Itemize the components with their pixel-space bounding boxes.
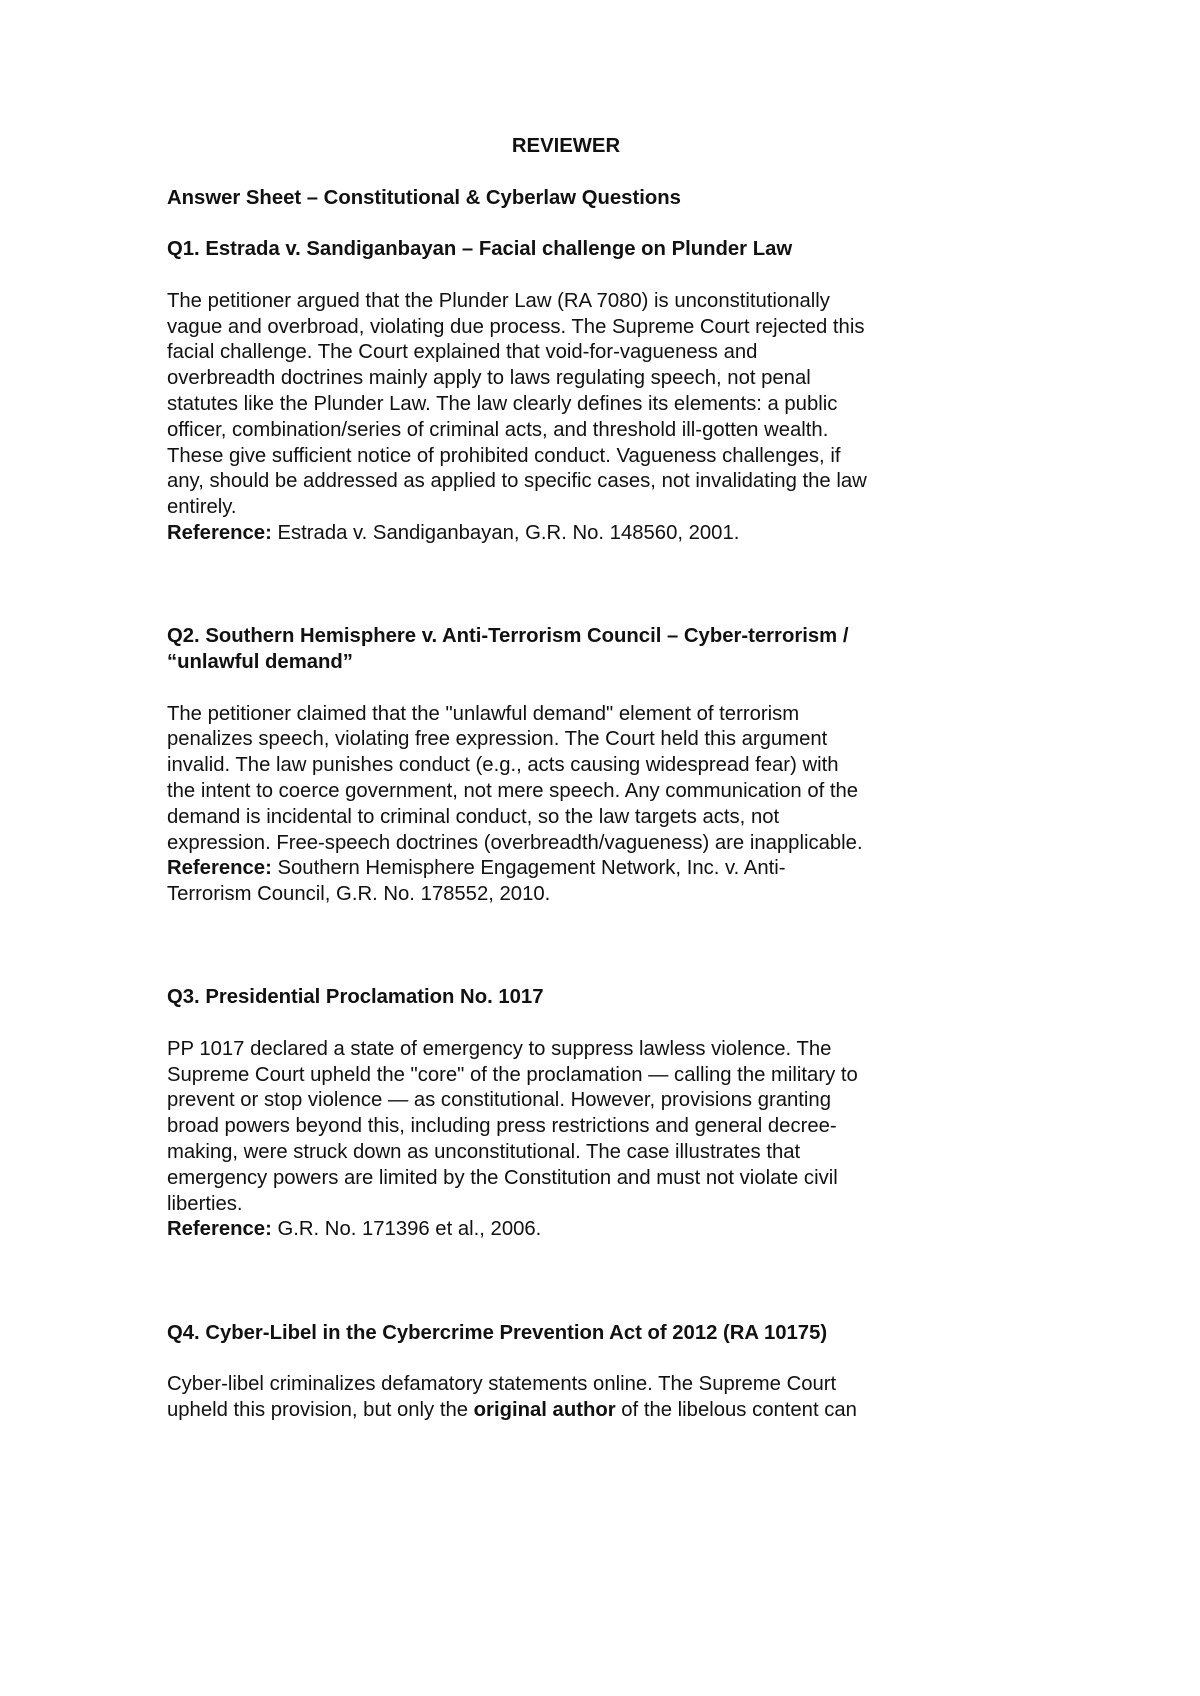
answer-line: The petitioner argued that the Plunder Law (RA 7080) is unconstitutionally xyxy=(167,289,830,312)
reference-text: G.R. No. 171396 et al., 2006. xyxy=(271,1218,542,1241)
answer-body xyxy=(167,289,1047,547)
question-heading: Q1. Estrada v. Sandiganbayan – Facial challenge on Plunder Law xyxy=(167,238,793,261)
answer-body xyxy=(167,1372,1047,1424)
reference-label: Reference: xyxy=(167,1218,272,1241)
answer-line: entirely. xyxy=(167,496,237,519)
answer-text: of the libelous content can xyxy=(615,1399,857,1422)
reference-label: Reference: xyxy=(167,857,272,880)
answer-line: PP 1017 declared a state of emergency to suppress lawless violence. The xyxy=(167,1037,832,1060)
answer-line: These give sufficient notice of prohibited conduct. Vagueness challenges, if xyxy=(167,444,841,467)
reference-line xyxy=(167,1217,1047,1243)
answer-line: expression. Free-speech doctrines (overbreadth/vagueness) are inapplicable. xyxy=(167,831,863,854)
answer-line: prevent or stop violence — as constitutional. However, provisions granting xyxy=(167,1089,831,1112)
question-4-section xyxy=(167,1321,1047,1424)
answer-line: Supreme Court upheld the "core" of the proclamation — calling the military to xyxy=(167,1063,858,1086)
question-heading: Q2. Southern Hemisphere v. Anti-Terrorism Council – Cyber-terrorism / xyxy=(167,625,849,648)
question-1-section xyxy=(167,237,1047,547)
answer-line: any, should be addressed as applied to specific cases, not invalidating the law xyxy=(167,470,867,493)
reference-line: Terrorism Council, G.R. No. 178552, 2010. xyxy=(167,883,551,906)
answer-line: vague and overbroad, violating due process. The Supreme Court rejected this xyxy=(167,315,865,338)
answer-line: facial challenge. The Court explained that void-for-vagueness and xyxy=(167,341,758,364)
reference-text: Estrada v. Sandiganbayan, G.R. No. 148560, 2001. xyxy=(271,521,740,544)
answer-line: broad powers beyond this, including press restrictions and general decree- xyxy=(167,1115,837,1138)
answer-text: upheld this provision, but only the xyxy=(167,1399,474,1422)
answer-line: Cyber-libel criminalizes defamatory statements online. The Supreme Court xyxy=(167,1373,837,1396)
document-subtitle: Answer Sheet – Constitutional & Cyberlaw Questions xyxy=(167,186,681,209)
answer-line: invalid. The law punishes conduct (e.g., acts causing widespread fear) with xyxy=(167,754,839,777)
question-3-section xyxy=(167,985,1047,1243)
question-2-section xyxy=(167,624,1047,908)
question-heading: “unlawful demand” xyxy=(167,650,353,673)
reference-line xyxy=(167,521,1047,547)
emphasis-text: original author xyxy=(473,1399,616,1422)
answer-line: the intent to coerce government, not mere speech. Any communication of the xyxy=(167,779,859,802)
question-heading: Q4. Cyber-Libel in the Cybercrime Prevention Act of 2012 (RA 10175) xyxy=(167,1321,828,1344)
answer-body xyxy=(167,1037,1047,1243)
answer-line: emergency powers are limited by the Constitution and must not violate civil xyxy=(167,1166,838,1189)
reference-text: Southern Hemisphere Engagement Network, Inc. v. Anti- xyxy=(271,857,786,880)
document-title: REVIEWER xyxy=(511,135,621,157)
answer-line: demand is incidental to criminal conduct, so the law targets acts, not xyxy=(167,805,780,828)
answer-line: statutes like the Plunder Law. The law clearly defines its elements: a public xyxy=(167,392,838,415)
answer-line: making, were struck down as unconstitutional. The case illustrates that xyxy=(167,1141,801,1164)
reference-label: Reference: xyxy=(167,521,272,544)
question-heading: Q3. Presidential Proclamation No. 1017 xyxy=(167,986,544,1009)
document-page xyxy=(167,134,1047,1424)
answer-line: liberties. xyxy=(167,1192,243,1215)
answer-line xyxy=(167,1398,1047,1424)
reference-line xyxy=(167,856,1047,882)
answer-line: overbreadth doctrines mainly apply to laws regulating speech, not penal xyxy=(167,367,811,390)
answer-body xyxy=(167,702,1047,908)
answer-line: The petitioner claimed that the "unlawful demand" element of terrorism xyxy=(167,702,800,725)
answer-line: penalizes speech, violating free expression. The Court held this argument xyxy=(167,728,828,751)
answer-line: officer, combination/series of criminal acts, and threshold ill-gotten wealth. xyxy=(167,418,829,441)
